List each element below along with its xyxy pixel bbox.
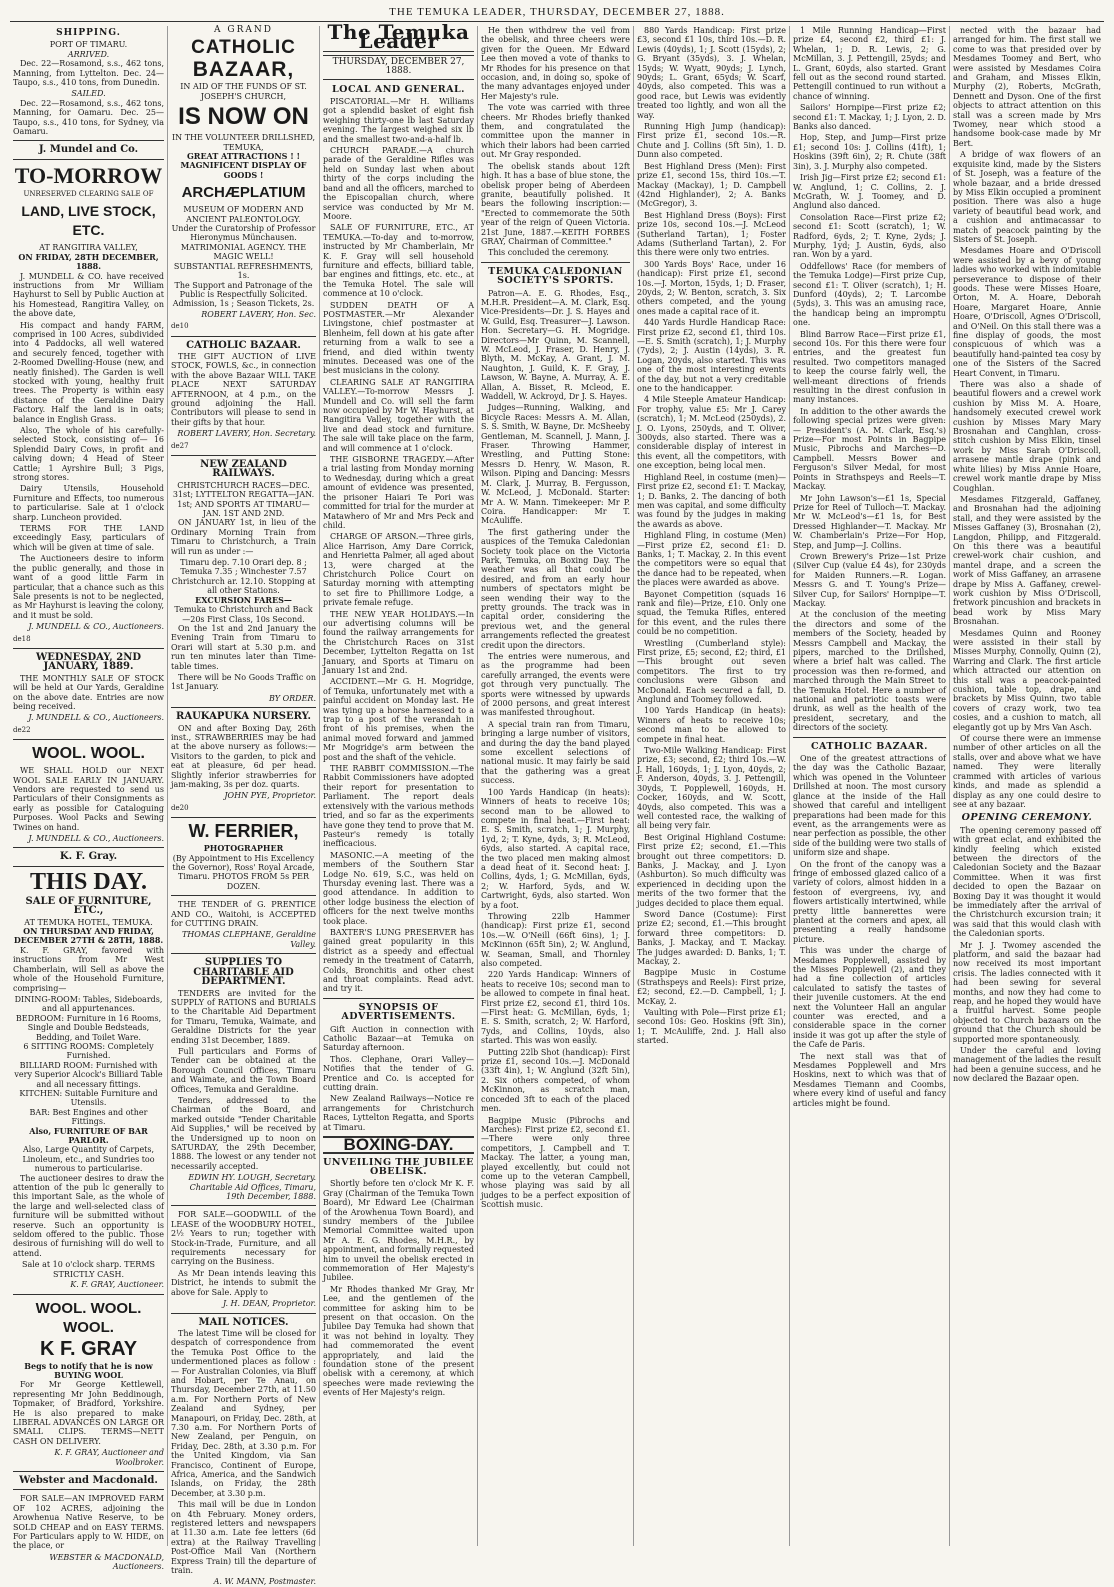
kfgray-big: K F. GRAY xyxy=(39,1337,138,1360)
ad-reference: de27 xyxy=(171,441,189,450)
photographer: PHOTOGRAPHER xyxy=(203,843,284,854)
news-paragraph: Highland Reel, in costume (men)—First prize £2, second £1: T. Mackay, 1; D. Banks, 2. The dancing of both men was capital, and some difficulty was found by the judges in making the awards as above. xyxy=(637,472,786,529)
mail-text: This mail will be due in London on 4th February. Money orders, registered letters and newspapers at 11.30 a.m. Late fee letters (6d extra) at the Railway Travelling Post-Office Mail Van (Northern Express Train) till the departure of train. xyxy=(171,1500,316,1576)
news-paragraph: Under the careful and loving management of the ladies the result had been a genuine success, and he now declared the Bazaar open. xyxy=(953,1046,1101,1084)
paper-title-box xyxy=(323,20,474,54)
wool2-heading: WOOL. WOOL. WOOL. xyxy=(35,1299,142,1336)
divider xyxy=(13,739,164,740)
news-paragraph: 100 Yards Handicap (in heats): Winners of heats to receive 10s; second man to be allowed to compete in final heat.—First heat: E. S. Smith, scratch, 1; J. Murphy, 1yd, 2; T. Kyne, 4yds, 3; R. McLeod, 6yds, also started. A capital race, the two placed men making almost a dead heat of it. Second heat: J. Collins, 4yds, 1; G. McMillan, 6yds, 2; W. Harford, 5yds, and W. Cartwright, 6yds, also started. Won by a foot. xyxy=(481,787,630,910)
divider xyxy=(13,648,164,649)
volunteer-drillshed: IN THE VOLUNTEER DRILLSHED, TEMUKA, xyxy=(172,133,315,152)
news-paragraph: CLEARING SALE AT RANGITIRA VALLEY.—To-morrow Messrs J. Mundell and Co. will sell the farm now occupied by Mr W. Hayhurst, at Rangitira Valley, together with the live and dead stock and furniture. The sale will take place on the farm, and will commence at 1 o'clock. xyxy=(323,377,474,453)
ad-reference: de18 xyxy=(13,634,31,643)
divider xyxy=(13,140,164,141)
divider xyxy=(171,336,316,337)
great-attractions: GREAT ATTRACTIONS ! ! xyxy=(186,151,301,162)
news-paragraph: 4 Mile Steeple Amateur Handicap: For trophy, value £5: Mr J. Carey (scratch), 1; M. McLeod (250yds), 2. J. O. Lyons, 250yds, and T. Oliver, 300yds, also started. There was a considerable display of interest in this event, all the competitors, with one exception, being local men. xyxy=(637,395,786,471)
news-paragraph: SUDDEN DEATH OF A POSTMASTER.—Mr Alexander Livingstone, chief postmaster at Blenheim, fell down at his gate after returning from a walk to see a friend, and died within twenty minutes. Deceased was one of the best musicians in the colony. xyxy=(323,300,474,376)
news-paragraph: There was also a shade of beautiful flowers and a crewel work cushion by Miss M. A. Hoare, handsomely executed crewel work cushion by Misses Mary Mary Brosnahan and Canghlan, cross-stitch cushion by Miss Elkin, tinsel work by Miss Sarah O'Driscoll, arrasene mantle drape (pink and white lilies) by Miss Annie Hoare, crewel work mantle drape by Miss Coughlan. xyxy=(953,380,1101,493)
wool-text: WE SHALL HOLD our NEXT WOOL SALE EARLY IN JANUARY. Vendors are requested to send us Particulars of their Consignments as early as possible for Cataloguing Purposes. Wool Packs and Sewing Twines on hand. xyxy=(13,766,164,832)
news-paragraph: Of course there were an immense number of other articles on all the stalls, over and above what we have named. They were literally crammed with articles of various kinds, and made as splendid a display as any one could desire to see at any bazaar. xyxy=(953,734,1101,809)
news-paragraph: The first gathering under the auspices of the Temuka Caledonian Society took place on the Victoria Park, Temuka, on Boxing Day. The weather was all that could be desired, and from an early hour numbers of spectators might be seen wending their way to the pretty grounds. The track was in capital order, considering the previous wet, and the general arrangements reflected the greatest credit upon the directors. xyxy=(481,527,630,650)
gray-terms: Sale at 10 o'clock sharp. TERMS STRICTLY CASH. xyxy=(21,1260,155,1279)
tomorrow-heading: TO-MORROW xyxy=(14,162,163,188)
column-2 xyxy=(168,25,320,1587)
news-paragraph: Mesdames Hoare and O'Driscoll were assisted by a bevy of young ladies who worked with indomitable perseverance to dispose of their goods. These were Misses Hoare, Orton, M. A. Hoare, Deborah Hoare, Margaret Hoare, Annie Hoare, O'Driscoll, Agnes O'Driscoll, and O'Neil. On this stall there was a fine display of goods, the most conspicuous of which was a beautifully hand-painted tea cosy by one of the Sisters of the Sacred Heart Convent, in Timaru. xyxy=(953,246,1101,378)
gray-paragraph: The auctioneer desires to draw the attention of the pub lc generally to this important Sale, as the whole of the large and well-selected class of furniture will be submitted without reserve. Such an opportunity is seldom offered to the public. Those desirous of furnishing will do well to attend. xyxy=(13,1173,164,1258)
ad-reference: de22 xyxy=(13,725,31,734)
bedroom: BEDROOM: Furniture in 16 Rooms, Single and Double Bedsteads, Bedding, and Toilet Ware. xyxy=(15,1013,162,1042)
news-paragraph: Mesdames Fitzgerald, Gaffaney, and Brosnahan had the adjoining stall, and they were assisted by the Misses Gaffaney (3), Brosnahan (2), Langdon, Philipp, and Fitzgerald. On this there was a beautiful crewel-work chair cushion, and mantel drape, and a screen the work of Miss Gaffaney, an arrasene drape by Miss A. Gaffaney, crewel-work cushion by Miss O'Driscoll, fretwork pincushion and brackets in bead work by Miss Mary Brosnahan. xyxy=(953,494,1101,627)
divider xyxy=(13,1489,164,1490)
grand: A GRAND xyxy=(214,25,273,35)
news-paragraph: Putting 22lb Shot (handicap): First prize £1, second 10s.—J. McDonald (33ft 4in), 1; W. Anglund (32ft 5in), 2. Six others competed, of whom McKinnon, as scratch man, conceded 3ft to each of the placed men. xyxy=(481,1047,630,1114)
gift-auction-text: THE GIFT AUCTION of LIVE STOCK, FOWLS, &c., in connection with the above Bazaar WILL TAKE PLACE NEXT SATURDAY AFTERNOON, at 4 p.m., on the ground adjoining the Hall. Contributors will please to send in their gifts by that hour. xyxy=(171,351,316,427)
curator: Under the Curatorship of Professor Hieronymus Münchausen. xyxy=(171,224,316,243)
news-paragraph: PISCATORIAL.—Mr H. Williams got a splendid basket of eight fish weighing thirty-one lb last Saturday evening. The largest weighed six lb and the smallest two-and-a-half lb. xyxy=(323,97,474,144)
news-paragraph: SALE OF FURNITURE, ETC., AT TEMUKA.—To-day and to-morrow, instructed by Mr Chamberlain, Mr K. F. Gray will sell household furniture and effects, billiard table, bar engines and fittings, etc. etc., at the Temuka Hotel. The sale will commence at 10 o'clock. xyxy=(323,223,474,299)
news-paragraph: 880 Yards Handicap: First prize £3, second £1 10s, third 10s.—D. R. Lewis (40yds), 1; J. Scott (15yds), 2; G. Bryant (35yds), 3. J. Whelan, 15yds; W. Wyatt, 90yds; J. Lynch, 90yds; L. Grant, 65yds; W. Scarf, 40yds, also competed. This was a good race, but Lewis was evidently treated too lightly, and won all the way. xyxy=(637,26,786,120)
column-5 xyxy=(634,26,790,1546)
news-paragraph: The obelisk stands about 12ft high. It has a base of blue stone, the obelisk proper being of Aberdeen granite, beautifully polished. It bears the following inscription:— "Erected to commemorate the 50th year of the reign of Queen Victoria. 21st June, 1887.—KEITH FORBES GRAY, Chairman of Committee." xyxy=(481,161,630,246)
synopsis-item: Gift Auction in connection with Catholic Bazaar—at Temuka on Saturday afternoon. xyxy=(323,1024,474,1053)
news-paragraph: A bridge of wax flowers of an exquisite kind, made by the Sisters of St. Joseph, was a feature of the whole bazaar, and a bride dressed by Miss Elkin occupied a prominent position. There was also a huge variety of beautiful bead work, and a cushion and antimacassar to match of peacock painting by the Sisters of St. Joseph. xyxy=(953,150,1101,244)
support: The Support and Patronage of the Public is Respectfully Solicited. xyxy=(174,280,313,299)
opening-ceremony-heading: OPENING CEREMONY. xyxy=(961,812,1093,824)
news-paragraph: Vaulting with Pole—First prize £1; second 10s: Geo. Hoskins (9ft 3in), 1; T. McAuliffe, 2nd. J. Hall also started. xyxy=(637,1008,786,1046)
sale-paragraph: J. MUNDELL & CO. have received instructions from Mr William Hayhurst to Sell by Public Auction at his Homestead, Rangitira Valley, on the above date, xyxy=(13,271,164,319)
wednesday-text: THE MONTHLY SALE OF STOCK will be held at Our Yards, Geraldine on the above date. Entries are now being received. xyxy=(13,673,164,711)
divider xyxy=(13,847,164,848)
column-3 xyxy=(320,20,478,1546)
excursion-fares: EXCURSION FARES— xyxy=(195,594,292,605)
news-paragraph: This concluded the ceremony. xyxy=(488,248,609,258)
dean-signature: J. H. DEAN, Proprietor. xyxy=(222,1299,316,1309)
catholic-heading: CATHOLIC xyxy=(191,37,296,59)
news-paragraph: THE NEW YEAR HOLIDAYS.—In our advertising columns will be found the railway arrangements for the Christchurch Races on 31st December, Lyttelton Regatta on 1st January, and Sports at Timaru on January 1st and 2nd. xyxy=(323,609,474,675)
raukapuka-heading: RAUKAPUKA NURSERY. xyxy=(176,711,311,723)
news-paragraph: BAXTER'S LUNG PRESERVER has gained great popularity in this district as a speedy and effectual remedy in the treatment of Catarrh, Colds, Bronchitis and other chest and throat complaints. Read advt. and try it. xyxy=(323,927,474,994)
news-paragraph: nected with the bazaar had arranged for him. The first stall we come to was that presided over by Mesdames Toomey and Bert, who were assisted by Mesdames Coira and Graham, and Misses Elkin, Murphy (2), Roberts, McGrath, Dennett and Dyson. One of the first objects to attract attention on this stall was a screen made by Mrs Twomey, near which stood a handsome book-case made by Mr Bert. xyxy=(953,26,1101,148)
synopsis-item: New Zealand Railways—Notice re arrangements for Christchurch Races, Lyttelton Regatta, and Sports at Timaru. xyxy=(323,1094,474,1132)
gray-paragraph: K. F. GRAY, favored with instructions from Mr West Chamberlain, will Sell as above the whole of the Household Furniture, comprising— xyxy=(13,945,164,993)
arrived-label: ARRIVED. xyxy=(67,49,110,59)
archaeplatium-heading: ARCHÆPLATIUM xyxy=(181,184,306,202)
furniture-sale-heading: SALE OF FURNITURE, ETC., xyxy=(25,895,152,917)
news-paragraph: ACCIDENT.—Mr G. H. Mogridge, of Temuka, unfortunately met with a painful accident on Monday last. He was tying up a horse harnessed to a trap to a post of the verandah in front of his premises, when the animal moved forward and jammed Mr Mogridge's arm between the post and the shaft of the vehicle. xyxy=(323,677,474,762)
news-paragraph: Bagpipe Music in Costume (Strathspeys and Reels): First prize, £2; second, £2.—D. Campbell, 1; J. McKay, 2. xyxy=(637,968,786,1006)
news-paragraph: Mesdames Quinn and Rooney were assisted in their stall by Misses Murphy, Connolly, Quinn (2), Warring and Clark. The first article which attracted our attention on this stall was a peacock-painted cushion, table top, drape, and brackets by Miss Quinn, two table covers of crazy work, two tea cosies, and a cushion to match, all elegantly got up by Mrs Van Asch. xyxy=(953,628,1101,732)
excursion-text: Temuka to Christchurch and Back—20s First Class, 10s Second. xyxy=(174,605,313,624)
news-paragraph: Mr Rhodes thanked Mr Gray, Mr Lee, and the gentlemen of the committee for asking him to be present on that occasion. On the Jubilee Day Temuka had shown that it was not behind in loyalty. They had commemorated the event appropriately, and laid the foundation stone of the present obelisk with a ceremony, at which speeches were made reviewing the events of Her Majesty's reign. xyxy=(323,1284,474,1398)
news-paragraph: Mr John Lawson's—£1 1s, Special Prize for Reel of Tulloch—T. Mackay. Mr W. McLeod's—£1 1s, for Best Dressed Highlander—T. Mackay. Mr W. Chamberlain's Prize—For Hop, Step, and Jump—J. Collins. xyxy=(793,493,946,550)
local-general-heading: LOCAL AND GENERAL. xyxy=(331,83,465,95)
news-paragraph: THE GISBORNE TRAGEDY.—After a trial lasting from Monday morning to Wednesday, during which a great amount of evidence was presented, the prisoner Haiari Te Pori was committed for trial for the murder at Matawhero of Mr and Mrs Peck and child. xyxy=(323,455,474,530)
ad-reference: de10 xyxy=(171,322,189,331)
mundel-head: J. Mundel and Co. xyxy=(38,144,139,156)
land-stock-heading: LAND, LIVE STOCK, ETC. xyxy=(21,203,156,239)
sale-paragraph: TERMS FOR THE LAND exceedingly Easy, particulars of which will be given at time of sale. xyxy=(13,524,164,552)
sailed-label: SAILED. xyxy=(71,89,106,99)
divider xyxy=(13,159,164,160)
clearing-sale: UNRESERVED CLEARING SALE OF xyxy=(23,189,154,198)
ad-reference: de20 xyxy=(171,803,189,812)
news-paragraph: Highland Fling, in costume (Men)—First prize £2, second £1: D. Banks, 1; T. Mackay, 2. In this event the competitors were so equal that the dance had to be repeated, when the places were awarded as above. xyxy=(637,531,786,588)
column-7 xyxy=(950,26,1104,1546)
auctioneer-signature: WEBSTER & MACDONALD, Auctioneers. xyxy=(49,1552,164,1572)
sale-paragraph: His compact and handy FARM, comprised in 100 Acres, subdivided into 4 Paddocks, all well watered and securely fenced, together with 2-Roomed Dwelling-House (new, and neatly finished). The Garden is well stocked with young, healthy fruit trees. The Property is within easy distance of the Geraldine Dairy Factory. Half the land is in oats; balance in English Grass. xyxy=(13,320,164,424)
auctioneer-signature: J. MUNDELL & CO., Auctioneers. xyxy=(28,834,164,844)
bazaar-heading: BAZAAR, xyxy=(192,58,295,82)
divider xyxy=(481,262,630,263)
nursery-text: ON and after Boxing Day, 26th inst., STRAWBERRIES may be had at the above nursery as follows:—Visitors to the garden, to pick and eat at pleasure, 6d per head. Slightly inferior strawberries for jam-making, 3s per doz. quarts. xyxy=(171,723,316,789)
news-paragraph: Running High Jump (handicap): First prize £1, second 10s.—R. Chute and J. Collins (5ft 5in), 1. D. Dunn also competed. xyxy=(637,122,786,160)
rangitira: AT RANGITIRA VALLEY, xyxy=(39,243,138,253)
races-notice: CHRISTCHURCH RACES—DEC. 31st; LYTTELTON REGATTA—JAN. 1st; AND SPORTS AT TIMARU—JAN. 1ST AND 2ND. xyxy=(172,480,315,519)
matrimonial: MATRIMONIAL AGENCY. THE MAGIC WELL! xyxy=(180,242,307,262)
divider xyxy=(171,895,316,896)
news-paragraph: 100 Yards Handicap (in heats): Winners of heats to receive 10s; second man to be allowed to compete in final heat. xyxy=(637,706,786,744)
for-sale-text: FOR SALE—GOODWILL of the LEASE of the WOODBURY HOTEL, 2½ Years to run; together with Stock-in-Trade, Furniture, and all requirements necessary for carrying on the Business. xyxy=(171,1210,316,1267)
rail-text: ON JANUARY 1st, in lieu of the Ordinary Morning Train from Timaru to Christchurch, a Train will run as under :— xyxy=(171,518,316,556)
news-paragraph: Patron—A. E. G. Rhodes, Esq., M.H.R. President—A. M. Clark, Esq. Vice-Presidents—Dr. J. S. Hayes and W. Guild, Esq. Treasurer—J. Lawson. Hon. Secretary—G. H. Mogridge. Directors—Mr Quinn, M. Scannell, W. McLeod, J. Fraser, D. Henry, J. Blyth, M. McKay, A. Grant, J. M. Naughton, J. Guild, K. F. Gray, J. Lawson, W. Bayne, A. Murray, A. E. Allan, A. Bisset, R. Mcleod, E. Waddell, W. Ackroyd, Dr J. S. Hayes. xyxy=(481,288,630,402)
divider xyxy=(13,1471,164,1472)
lough-signature: EDWIN HY. LOUGH, Secretary. Charitable Aid Offices, Timaru, 19th December, 1888. xyxy=(188,1173,316,1202)
sailed-text: Dec. 22—Rosamond, s.s., 462 tons, Manning, for Oamaru. Dec. 25—Taupo, s.s., 410 tons, for Sydney, via Oamaru. xyxy=(13,98,164,137)
divider xyxy=(171,1205,316,1206)
column-6 xyxy=(790,26,950,1546)
news-paragraph: At the conclusion of the meeting the directors and some of the members of the Society, headed by Messrs Campbell and Mackay, the pipers, marched to the Drillshed, where a brief halt was called. The procession was then re-formed, and marched through the Main Street to the Temuka Hotel. Here a number of national and patriotic toasts were drunk, as well as the health of the president, secretary, and the directors of the society. xyxy=(793,610,946,733)
billiard-room: BILLIARD ROOM: Furnished with very Superior Alcock's Billiard Table and all necessary fittings. xyxy=(14,1060,163,1089)
news-paragraph: Best Original Highland Costume: First prize £2; second, £1.—This brought out three competitors: D. Banks, J. Mackay, and J. Lyon (Ashburton). So much difficulty was experienced in deciding upon the merits of the two former that the judges decided to place them equal. xyxy=(637,832,786,908)
wednesday-heading: WEDNESDAY, 2ND JANUARY, 1889. xyxy=(35,651,142,673)
auctioneer-signature: K. F. GRAY, Auctioneer. xyxy=(70,1280,164,1290)
news-paragraph: Sailors' Hornpipe—First prize £2; second £1: T. Mackay, 1; J. Lyon, 2. D. Banks also danced. xyxy=(793,103,946,132)
auctioneer-signature: K. F. GRAY, Auctioneer and Woolbroker. xyxy=(54,1448,164,1467)
supplies-text: TENDERS are invited for the SUPPLY of RATIONS and BURIALS to the Charitable Aid Department for Timaru, Temuka, Waimate, and Geraldine Districts for the year ending 31st December, 1889. xyxy=(171,988,316,1045)
news-paragraph: This was under the charge of Mesdames Popplewell, assisted by the Misses Popplewell (2), and they had a fine collection of articles calculated to satisfy the tastes of their juvenile customers. At the end next the Volunteer Hall an angular counter was erected, and a considerable space in the corner inside it was got up after the style of the Cafe de Paris. xyxy=(793,946,946,1050)
clephane-signature: THOMAS CLEPHANE, Geraldine Valley. xyxy=(181,930,316,949)
rail-paragraph: On the 1st and 2nd January the Evening Train from Timaru to Orari will start at 5.30 p.m. and run ten minutes later than Time-table times. xyxy=(171,623,316,671)
by-order: BY ORDER. xyxy=(269,693,316,703)
news-paragraph: 300 Yards Boys' Race, under 16 (handicap): First prize £1, second 10s.—J. Morton, 15yds, 1; D. Fraser, 20yds, 2; W. Benton, scratch, 3. Six others competed, and the young ones made a capital race of it. xyxy=(637,259,786,316)
kfgray-head: K. F. Gray. xyxy=(59,851,118,863)
synopsis-item: Thos. Clephane, Orari Valley—Notifies that the tender of G. Prentice and Co. is accepted for cutting drain. xyxy=(323,1054,474,1093)
arrived-text: Dec. 22—Rosamond, s.s., 462 tons, Manning, from Lyttelton. Dec. 24—Taupo, s.s., 410 tons, from Dunedin. xyxy=(13,59,164,88)
catholic-bazaar-heading: CATHOLIC BAZAAR. xyxy=(810,740,928,752)
news-paragraph: Wrestling (Cumberland style): First prize, £5; second, £2; third, £1—This brought out seven competitors. The first to try conclusions were Gibson and McDonald. Each secured a fall, D. Anglund and Toomey followed. xyxy=(637,638,786,705)
ferrier-heading: W. FERRIER, xyxy=(188,821,299,842)
news-paragraph: One of the greatest attractions of the day was the Catholic Bazaar, which was opened in the Volunteer Drillshed at noon. The most cursory glance at the inside of the Hall showed that careful and intelligent preparations had been made for this event, as the arrangements were as near perfection as possible, the other side of the building were two stalls of uniform size and shape. xyxy=(793,754,946,858)
news-paragraph: THE RABBIT COMMISSION.—The Rabbit Commissioners have adopted their report for presentation to Parliament. The report deals extensively with the various methods tried, and so far as the experiments have gone they tend to prove that M. Pasteur's remedy is totally inefficacious. xyxy=(323,764,474,849)
divider xyxy=(13,866,164,867)
shipping-title: SHIPPING. xyxy=(56,28,121,38)
supplies-heading: SUPPLIES TO CHARITABLE AID DEPARTMENT. xyxy=(193,957,294,988)
buying-text: For Mr George Kettlewell, representing Mr John Beddinough, Topmaker, of Bradford, Yorkshire. He is also prepared to make LIBERAL ADVANCES ON LARGE OR SMALL CLIPS. TERMS—NETT CASH ON DELIVERY. xyxy=(13,1380,164,1446)
column-4 xyxy=(478,26,634,1546)
postmaster-signature: A. W. MANN, Postmaster. xyxy=(213,1577,316,1587)
dining-room: DINING-ROOM: Tables, Sideboards, and all appurtenances. xyxy=(14,994,163,1014)
sale-paragraph: Also, The whole of his carefully-selected Stock, consisting of— 16 Splendid Dairy Cows, in profit and calving down; 4 Head of Steer Cattle; 1 Ayrshire Bull; 3 Pigs, strong stores. xyxy=(13,426,164,483)
news-paragraph: The vote was carried with three cheers. Mr Rhodes briefly thanked them, and congratulated the committee upon the manner in which their labors had been carried out. Mr Gray responded. xyxy=(481,103,630,160)
running-masthead: THE TEMUKA LEADER, THURSDAY, DECEMBER 27, 1888. xyxy=(10,6,1104,22)
friday-date: ON FRIDAY, 28TH DECEMBER, 1888. xyxy=(18,251,159,272)
divider xyxy=(171,817,316,818)
divider xyxy=(13,1294,164,1295)
news-paragraph: MASONIC.—A meeting of the members of the Southern Star Lodge No. 619, S.C., was held on Thursday evening last. There was a good attendance. In addition to other lodge business the election of officers for the next twelve months took place. xyxy=(323,850,474,926)
this-day-heading: THIS DAY. xyxy=(30,868,147,895)
tender-text: THE TENDER of G. PRENTICE AND CO., Waitohi, is ACCEPTED for CUTTING DRAIN. xyxy=(171,900,316,929)
news-paragraph: Crown Brewery's Prize—1st Prize (Silver Cup (value £4 4s), for 230yds for Maiden Runners.—R. Logan. Messrs G. and T. Young's Prize—Silver Cup, for Sailors' Hornpipe—T. Mackay. xyxy=(793,551,946,608)
webster-head: Webster and Macdonald. xyxy=(19,1474,158,1486)
news-paragraph: CHURCH PARADE.—A church parade of the Geraldine Rifles was held on Sunday last when about thirty of the corps including the band and all the officers, marched to the Episcopalian church, where service was conducted by Mr M. Moore. xyxy=(323,146,474,221)
rail-times: Timaru dep. 7.10 Orari dep. 8 ; Temuka 7.35 ; Winchester 7.57 Christchurch ar. 12.10. Stopping at all other Stations. xyxy=(171,558,316,596)
news-paragraph: The next stall was that of Mesdames Popplewell and Mrs Hoskins, next to which was that of Mesdames Tiemann and Coombs, where every kind of useful and fancy articles might be found. xyxy=(793,1051,946,1108)
news-paragraph: Shortly before ten o'clock Mr K. F. Gray (Chairman of the Temuka Town Board), Mr Edward Lee (Chairman of the Arowhenua Town Board), and sundry members of the Jubilee Memorial Committee waited upon Mr A. E. G. Rhodes, M.H.R., by appointment, and formally requested him to unveil the obelisk erected in commemoration of Her Majesty's Jubilee. xyxy=(323,1179,474,1283)
admission: Admission, 1s ; Season Tickets, 2s. xyxy=(172,299,315,309)
refreshments: SUBSTANTIAL REFRESHMENTS, 1s. xyxy=(173,261,314,281)
caledonian-heading: TEMUKA CALEDONIAN SOCIETY'S SPORTS. xyxy=(488,265,623,287)
kitchen: KITCHEN: Suitable Furniture and Utensils. xyxy=(19,1088,158,1108)
news-paragraph: He then withdrew the veil from the obelisk, and three cheers were given for the Queen. Mr Edward Lee then moved a vote of thanks to Mr Rhodes for his presence on that occasion, and, in doing so, spoke of the many advantages enjoyed under Her Majesty's rule. xyxy=(481,26,630,101)
news-paragraph: CHARGE OF ARSON.—Three girls, Alice Harrison, Amy Dare Corrick, and Henrietta Palmer, all aged about 13, were charged at the Christchurch Police Court on Saturday morning with attempting to set fire to Phillimore Lodge, a private female refuge. xyxy=(323,532,474,608)
supplies-text: Tenders, addressed to the Chairman of the Board, and marked outside "Tender Charitable Aid Supplies," will be received by the Undersigned up to noon on SATURDAY, the 29th December, 1888. The lowest or any tender not necessarily accepted. xyxy=(171,1095,316,1171)
synopsis-heading: SYNOPSIS OF ADVERTISEMENTS. xyxy=(341,1001,456,1023)
bar-parlor: Also, FURNITURE OF BAR PARLOR. xyxy=(29,1125,148,1145)
news-paragraph: Judges—Running, Walking, and Bicycle Races: Messrs A. M. Allan, S. S. Smith, W. Bayne, Dr. McSheeby Gentleman, M. Scannell, J. Mann, J. Fraser. Throwing Hammer, Wrestling, and Putting Stone: Messrs D. Henry, W. Mason, R. Wilson. Piping and Dancing: Messrs M. Clark, J. Murray, B. Fergusson, W. McLeod, J. McDonald. Starter: Mr A. W. Mann. Timekeeper: Mr P. Coira. Handicapper: Mr T. McAuliffe. xyxy=(481,403,630,526)
news-paragraph: Two-Mile Walking Handicap: First prize, £3; second, £2; third 10s.—W. J. Hall, 160yds, 1; J. Lyon, 40yds, 2; F. Anderson, 40yds, 3. J. Pettengill, 30yds, T. Popplewell, 160yds, H. Cocker, 160yds, and W. Scott, 40yds, also competed. This was a well contested race, the walking of all being very fair. xyxy=(637,746,786,831)
divider xyxy=(323,998,474,999)
auctioneer-signature: J. MUNDELL & CO., Auctioneers. xyxy=(28,622,164,632)
news-paragraph: Throwing 22lb Hammer (handicap): First prize £1, second 10s.—W. O'Neill (66ft 6ins), 1; J. McKinnon (65ft 5in), 2; W. Anglund, W. Seaman, Small, and Thornley also competed. xyxy=(481,911,630,968)
proprietor-signature: JOHN PYE, Proprietor. xyxy=(224,791,316,801)
shipping-port: PORT OF TIMARU. xyxy=(49,40,128,50)
news-paragraph: Irish Jig—First prize £2; second £1: W. Anglund, 1; C. Collins, 2. J. McGrath, W. J. Toomey, and D. Anglund also danced. xyxy=(793,173,946,211)
supplies-text: Full particulars and Forms of Tender can be obtained at the Borough Council Offices, Timaru and Waimate, and the Town Board Offices, Temuka and Geraldine. xyxy=(171,1046,316,1094)
temuka-hotel: AT TEMUKA HOTEL, TEMUKA. xyxy=(24,917,153,927)
aid-text: IN AID OF THE FUNDS OF ST. JOSEPH'S CHURCH, xyxy=(180,82,307,101)
sale-paragraph: Dairy Utensils, Household Furniture and Effects, too numerous to particularise. Sale at 1 o'clock sharp. Luncheon provided. xyxy=(13,484,164,522)
news-paragraph: Hop, Step, and Jump—First prize £1; second 10s: J. Collins (41ft), 1; Hoskins (39ft 6in), 2; R. Chute (38ft 3in), 3. J. Murphy also competed. xyxy=(793,133,946,171)
column-1 xyxy=(10,26,168,1572)
news-paragraph: The opening ceremony passed off with great eclat, and exhibited the kindly feeling which existed between the directors of the Caledonian Society and the Bazaar Committee. When it was first decided to open the Bazaar on Boxing Day it was thought it would be immediately after the arrival of the Christchurch excursion train; it was said that this would clash with the Caledonian sports. xyxy=(953,825,1101,939)
news-paragraph: A special train ran from Timaru, bringing a large number of visitors, and during the day the band played some excellent selections of national music. It may fairly be said that the gathering was a great success. xyxy=(481,719,630,786)
sitting-rooms: 6 SITTING ROOMS: Completely Furnished. xyxy=(23,1041,154,1061)
mail-text: The latest Time will be closed for despatch of correspondence from the Temuka Post Office to the undermentioned places as follow :— For Australian Colonies, via Bluff and Hobart, per Te Anau, on Thursday, December 27th, at 11.50 a.m. For Northern Ports of New Zealand and Sydney, per Manapouri, on Friday, Dec. 28th, at 7.30 a.m. For Northern Ports of New Zealand, per Penguin, on Friday, Dec. 28th, at 3.30 p.m. For the United Kingdom, via San Francisco, Continent of Europe, Africa, America, and the Sandwich Islands, on Friday, the 28th December, at 3.30 p.m. xyxy=(171,1328,316,1498)
mail-notices-heading: MAIL NOTICES. xyxy=(198,1316,289,1328)
boxing-day-heading: BOXING-DAY. xyxy=(323,1136,474,1153)
news-paragraph: In addition to the other awards the following special prizes were given:— President's (A. M. Clark, Esq.'s) Prize—For most Points in Bagpipe Music, Pibrochs and Marches—D. Campbell. Messrs Bower and Ferguson's Silver Medal, for most Points in Strathspeys and Reels—T. Mackay. xyxy=(793,406,946,492)
issue-date: THURSDAY, DECEMBER 27, 1888. xyxy=(323,55,474,80)
wool-heading: WOOL. WOOL. xyxy=(32,745,145,763)
news-paragraph: Oddfellows' Race (for members of the Temuka Lodge)—First prize Cup, second £1: T. Oliver (scratch), 1; H. Dunford (40yds), 2; T. Larcombe (5yds), 3. This was an amusing race, the handicap being an impromptu one. xyxy=(793,261,946,328)
secretary-signature: ROBERT LAVERY, Hon. Sec. xyxy=(201,309,316,319)
columns xyxy=(10,20,1104,1587)
thurs-fri-date: ON THURSDAY AND FRIDAY, DECEMBER 27TH & 28TH, 1888. xyxy=(13,926,164,946)
unveiling-heading: UNVEILING THE JUBILEE OBELISK. xyxy=(323,1156,474,1177)
divider xyxy=(793,737,946,738)
magnificent-display: MAGNIFICENT DISPLAY OF GOODS ! xyxy=(180,160,307,180)
news-paragraph: Mr J. J. Twomey ascended the platform, and said the bazaar had now received its most important crisis. The ladies connected with it had been sewing for several months, and now they had come to reap, and he hoped they would have a fruitful harvest. Some people objected to Church bazaars on the ground that the Church should be supported more spontaneously. xyxy=(953,940,1101,1044)
paper-title: The Temuka Leader xyxy=(327,20,470,54)
is-now-on-heading: IS NOW ON xyxy=(178,103,309,131)
news-paragraph: 440 Yards Hurdle Handicap Race: First prize £2, second £1, third 10s.—E. S. Smith (scratch), 1; J. Murphy (7yds), 2; J. Austin (14yds), 3. R. Logan, 20yds, also started. This was one of the most interesting events of the day, but not a very creditable one to the handicapper. xyxy=(637,318,786,394)
catholic-bazaar-notice: CATHOLIC BAZAAR. xyxy=(186,339,301,351)
carpets: Also, Large Quantity of Carpets, Linoleum, etc., and Sundries too numerous to particularise. xyxy=(22,1145,155,1174)
news-paragraph: 1 Mile Running Handicap—First prize £4, second £2, third £1: J. Whelan, 1; D. R. Lewis, 2; G. McMillan, 3. J. Pettengill, 25yds; and L. Grant, 60yds, also started. Grant fell out as the second round started. Pettengill continued to run without a chance of winning. xyxy=(793,26,946,101)
news-paragraph: Bagpipe Music (Pibrochs and Marches): First prize £2, second £1.—There were only three competitors, J. Campbell and T. Mackay. The latter, a young man, played excellently, but could not come up to the veteran Campbell, whose playing was said by all judges to be a perfect exposition of Scottish music. xyxy=(481,1115,630,1210)
divider xyxy=(171,455,316,456)
news-paragraph: Consolation Race—First prize £2; second £1: Scott (scratch), 1; W. Radford, 6yds, 2; T. Kyne, 2yds; J. Murphy, 1yd; J. Austin, 6yds, also ran. Won by a yard. xyxy=(793,212,946,260)
dean-text: As Mr Dean intends leaving this District, he intends to submit the above for Sale. Apply to xyxy=(171,1268,316,1297)
webster-text: FOR SALE—AN IMPROVED FARM OF 102 ACRES, adjoining the Arowhenua Native Reserve, to be SOLD CHEAP and on EASY TERMS. For Particulars apply to W. HIDE, on the place, or xyxy=(13,1494,164,1551)
divider xyxy=(171,1313,316,1314)
news-paragraph: Best Highland Dress (Boys): First prize 10s, second 10s.—J. McLeod (Sutherland Tartan), 1; Foster Adams (Sutherland Tartan), 2. For this there were only two entries. xyxy=(637,210,786,258)
news-paragraph: 220 Yards Handicap: Winners of heats to receive 10s; second man to be allowed to compete in final heat. First prize £2, second £1, third 10s.—First heat: G. McMillan, 6yds, 1; E. S. Smith, scratch, 2; W. Harford, 7yds, and Collins, 10yds, also started. This was won easily. xyxy=(481,970,630,1046)
secretary-signature: ROBERT LAVERY, Hon. Secretary. xyxy=(177,429,316,439)
museum: MUSEUM OF MODERN AND ANCIENT PALEONTOLOGY. xyxy=(183,205,304,224)
appointment: (By Appointment to His Excellency the Governor), Ross' Royal Arcade, Timaru. PHOTOS FROM 5s PER DOZEN. xyxy=(172,853,315,891)
nz-railways-heading: NEW ZEALAND RAILWAYS. xyxy=(200,459,287,480)
news-paragraph: Sword Dance (Costume): First prize £2; second, £1.—This brought forward three competitors: D. Banks, J. Mackay, and T. Mackay. The judges awarded: D. Banks, 1; T. Mackay, 2. xyxy=(637,909,786,966)
news-paragraph: On the front of the canopy was a fringe of embossed glazed calico of a variety of colors, almost hidden in a festoon of evergreens, ivy, and flowers artistically intertwined, while pretty little bannerettes were planted at the corners and apex, all presenting a really handsome picture. xyxy=(793,859,946,944)
news-paragraph: Best Highland Dress (Men): First prize £1, second 15s, third 10s.—T. Mackay (Mackay), 1; D. Campbell (42nd Highlander), 2; A. Banks (McGregor), 3. xyxy=(637,161,786,209)
rail-paragraph: There will be No Goods Traffic on 1st January. xyxy=(171,672,316,692)
divider xyxy=(171,953,316,954)
news-paragraph: The entries were numerous, and as the programme had been carefully arranged, the events were got through very punctually. The sports were witnessed by upwards of 2000 persons, and great interest was manifested throughout. xyxy=(481,652,630,718)
buying-wool: Begs to notify that he is now BUYING WOOL xyxy=(24,1360,153,1380)
sale-paragraph: The Auctioneers desire to inform the public generally, and those in want of a good little Farm in particular, that a chance such as this Sale presents is not to be neglected, as Mr Hayhurst is leaving the colony, and it must be sold. xyxy=(13,554,164,620)
bar: BAR: Best Engines and other Fittings. xyxy=(29,1107,148,1127)
divider xyxy=(171,707,316,708)
auctioneer-signature: J. MUNDELL & CO., Auctioneers. xyxy=(28,713,164,723)
news-paragraph: Bayonet Competition (squads 16 rank and file)—Prize, £10. Only one squad, the Temuka Rifles, entered for this event, and the rules there could be no competition. xyxy=(637,589,786,637)
news-paragraph: Blind Barrow Race—First prize £1, second 10s. For this there were four entries, and the greatest fun resulted. Two competitors managed to keep the course fairly well, the well-meant directions of friends resulting in the direst confusion in many instances. xyxy=(793,329,946,405)
